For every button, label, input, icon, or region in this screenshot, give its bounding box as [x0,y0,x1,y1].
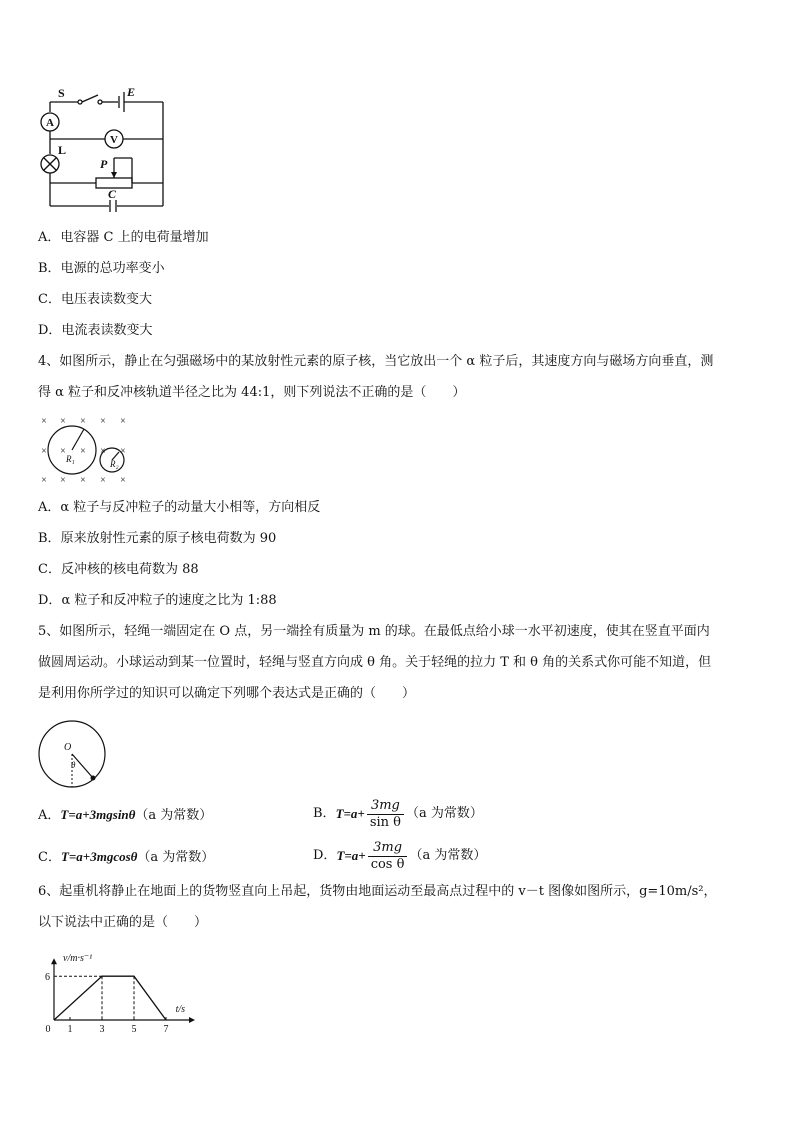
x-tick-label: 1 [67,1024,73,1035]
q3-option-a[interactable]: A．电容器 C 上的电荷量增加 [38,230,209,245]
y-tick-label: 6 [45,972,50,984]
field-mark: × [80,446,86,457]
q4-option-a[interactable]: A．α 粒子与反冲粒子的动量大小相等，方向相反 [38,500,321,515]
switch-label: S [58,86,65,100]
q3-option-d[interactable]: D．电流表读数变大 [38,323,153,338]
field-mark: × [120,446,126,457]
q4-magnetic-field-figure [36,412,136,488]
field-mark: × [41,475,47,486]
q5-option-b[interactable]: B． T=a+ $\frac{3mg}{\text{sin θ}}$ （a 为常数） [313,797,483,830]
fraction: $\frac{3mg}{\text{sin θ}}$ [367,798,404,831]
x-tick-label: 3 [99,1024,105,1035]
velocity-line [54,976,166,1020]
q6-stem-line1: 6、起重机将静止在地面上的货物竖直向上吊起，货物由地面运动至最高点过程中的 v－t 图像如图所示，g=10m/s²， [38,884,717,899]
field-mark: × [120,475,126,486]
field-mark: × [60,475,66,486]
r2-label: R₂ [110,459,119,469]
r1-label: R₁ [66,454,75,464]
q5-pendulum-figure [36,718,108,790]
y-axis-label: v/m·s⁻¹ [63,953,93,964]
q4-option-b[interactable]: B．原来放射性元素的原子核电荷数为 90 [38,531,277,546]
field-mark: × [80,416,86,427]
x-tick-label: 5 [131,1024,137,1035]
circuit-diagram [36,82,176,218]
q3-option-b[interactable]: B．电源的总功率变小 [38,261,165,276]
capacitor-label: C [108,187,117,201]
q5-option-d[interactable]: D． T=a+ $\frac{3mg}{\text{cos θ}}$ （a 为常数） [313,839,487,872]
q6-stem-line2: 以下说法中正确的是（ ） [38,915,208,930]
ammeter-label: A [46,117,54,129]
pivot-label: O [64,742,72,753]
q4-option-d[interactable]: D．α 粒子和反冲粒子的速度之比为 1:88 [38,593,277,608]
q5-stem-line1: 5、如图所示，轻绳一端固定在 O 点，另一端拴有质量为 m 的球。在最低点给小球一水平初速度，使其在竖直平面内 [38,624,710,639]
q4-stem-line2: 得 α 粒子和反冲核轨道半径之比为 44:1，则下列说法不正确的是（ ） [38,385,466,400]
q3-option-c[interactable]: C．电压表读数变大 [38,292,152,307]
field-mark: × [80,475,86,486]
y-axis-arrow [51,958,57,964]
x-tick-label: 7 [163,1024,169,1035]
q4-stem-line1: 4、如图所示，静止在匀强磁场中的某放射性元素的原子核，当它放出一个 α 粒子后，其速度方向与磁场方向垂直，测 [38,354,714,369]
fraction: $\frac{3mg}{\text{cos θ}}$ [368,840,408,873]
field-mark: × [41,416,47,427]
field-mark: × [41,446,47,457]
theta-label: θ [71,760,76,770]
q5-stem-line3: 是利用你所学过的知识可以确定下列哪个表达式是正确的（ ） [38,686,416,701]
q4-option-c[interactable]: C．反冲核的核电荷数为 88 [38,562,199,577]
field-mark: × [60,416,66,427]
lamp-label: L [58,143,67,157]
ball [91,776,96,781]
slider-label: P [100,157,108,171]
field-mark: × [100,475,106,486]
field-mark: × [60,446,66,457]
q5-stem-line2: 做圆周运动。小球运动到某一位置时，轻绳与竖直方向成 θ 角。关于轻绳的拉力 T 和 θ 角的关系式你可能不知道，但 [38,655,712,670]
field-mark: × [100,416,106,427]
field-mark: × [120,416,126,427]
q5-option-c[interactable]: C．T=a+3mgcosθ（a 为常数） [38,849,215,865]
battery-label: E [127,85,136,99]
voltmeter-label: V [110,134,118,146]
x-axis-label: t/s [175,1004,186,1015]
x-axis-arrow [189,1017,195,1023]
vt-graph [36,950,206,1035]
x-tick-label: 0 [45,1024,51,1035]
q5-option-a[interactable]: A．T=a+3mgsinθ（a 为常数） [38,807,213,823]
field-mark: × [100,446,106,457]
